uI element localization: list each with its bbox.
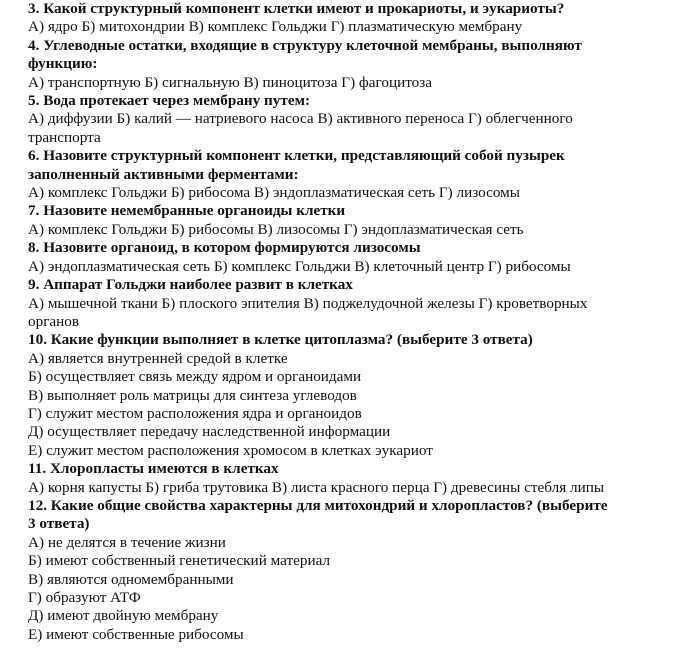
question-12-option-b: Б) имеют собственный генетический материал [28,552,331,570]
question-10-option-c: В) выполняет роль матрицы для синтеза углеводов [28,386,357,404]
question-10-option-f: Е) служит местом расположения хромосом в клетках эукариот [28,441,433,459]
question-9-title: 9. Аппарат Гольджи наиболее развит в клетках [28,276,353,294]
question-11-title: 11. Хлоропласты имеются в клетках [28,460,279,478]
question-12-option-f: Е) имеют собственные рибосомы [28,625,244,643]
question-10-option-d: Г) служит местом расположения ядра и органоидов [28,404,362,422]
question-11-answers: А) корня капусты Б) гриба трутовика В) листа красного перца Г) древесины стебля липы [28,478,605,496]
question-4-answers: А) транспортную Б) сигнальную В) пиноцитоза Г) фагоцитоза [28,73,432,91]
question-7-answers: А) комплекс Гольджи Б) рибосомы В) лизосомы Г) эндоплазматическая сеть [28,220,524,238]
question-6-title-line-1: 6. Назовите структурный компонент клетки, представляющий собой пузырек [28,147,565,165]
question-5-title: 5. Вода протекает через мембрану путем: [28,92,310,110]
question-10-title: 10. Какие функции выполняет в клетке цитоплазма? (выберите 3 ответа) [28,331,533,349]
question-12-option-e: Д) имеют двойную мембрану [28,607,219,625]
question-8-title: 8. Назовите органоид, в котором формируются лизосомы [28,239,421,257]
question-3-title: 3. Какой структурный компонент клетки имеют и прокариоты, и эукариоты? [28,0,565,17]
question-9-answers-line-2: органов [28,312,80,330]
question-5-answers-line-1: А) диффузии Б) калий — натриевого насоса В) активного переноса Г) облегченного [28,110,573,128]
question-10-option-a: А) является внутренней средой в клетке [28,349,288,367]
question-4-title-line-2: функцию: [28,55,98,73]
question-9-answers-line-1: А) мышечной ткани Б) плоского эпителия В) поджелудочной железы Г) кроветворных [28,294,588,312]
question-8-answers: А) эндоплазматическая сеть Б) комплекс Гольджи В) клеточный центр Г) рибосомы [28,257,571,275]
question-10-option-b: Б) осуществляет связь между ядром и органоидами [28,368,362,386]
question-12-option-c: В) являются одномембранными [28,570,234,588]
question-12-title-line-1: 12. Какие общие свойства характерны для митохондрий и хлоропластов? (выберите [28,496,608,514]
question-7-title: 7. Назовите немембранные органоиды клетки [28,202,346,220]
question-5-answers-line-2: транспорта [28,128,101,146]
question-4-title-line-1: 4. Углеводные остатки, входящие в структуру клеточной мембраны, выполняют [28,36,582,54]
question-10-option-e: Д) осуществляет передачу наследственной информации [28,423,391,441]
quiz-document [28,0,688,644]
question-12-option-a: А) не делятся в течение жизни [28,533,226,551]
question-6-title-line-2: заполненный активными ферментами: [28,165,299,183]
question-12-title-line-2: 3 ответа) [28,515,90,533]
question-12-option-d: Г) образуют АТФ [28,589,141,606]
question-6-answers: А) комплекс Гольджи Б) рибосома В) эндоплазматическая сеть Г) лизосомы [28,184,520,202]
question-3-answers: А) ядро Б) митохондрии В) комплекс Гольджи Г) плазматическую мембрану [28,18,523,36]
